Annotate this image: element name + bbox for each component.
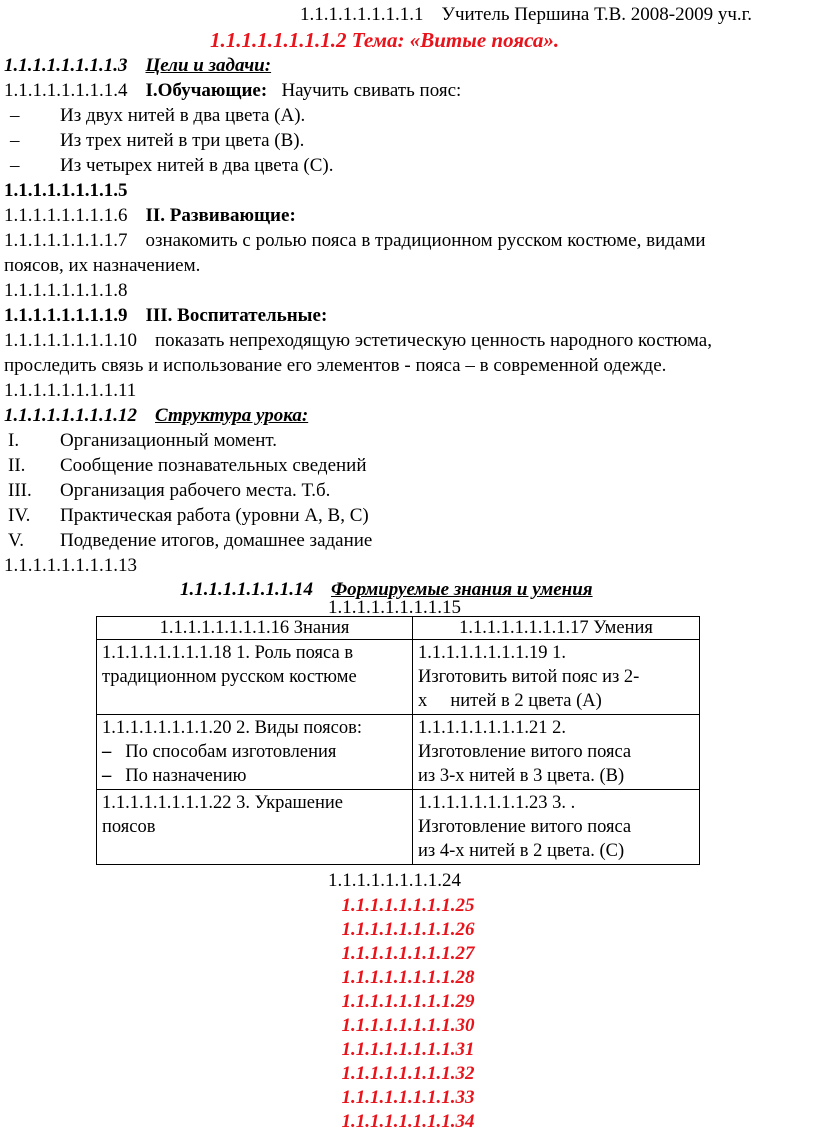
edu-heading	[4, 80, 461, 102]
dev-text-line-2: поясов, их назначением.	[4, 255, 201, 276]
edu-item-text: Из трех нитей в три цвета (В).	[60, 130, 305, 151]
structure-label: Структура урока:	[155, 405, 309, 426]
lesson-title	[210, 29, 559, 51]
table-cell	[413, 640, 700, 715]
upb-text-line-2: проследить связь и использование его элементов - пояса – в современной одежде.	[4, 355, 667, 376]
title-text: Тема: «Витые пояса».	[351, 28, 560, 52]
table-row	[97, 790, 700, 865]
red-number-item: 1.1.1.1.1.1.1.1.34	[341, 1111, 475, 1132]
dev-heading	[4, 205, 296, 227]
dev-text-line-1	[4, 230, 706, 252]
cell-line: 1.1.1.1.1.1.1.1.22 3. Украшение	[102, 793, 344, 813]
red-number-item: 1.1.1.1.1.1.1.1.27	[341, 943, 475, 964]
structure-item-text: Сообщение познавательных сведений	[60, 455, 367, 476]
upb-text-1: показать непреходящую эстетическую ценность народного костюма,	[155, 330, 712, 351]
roman-numeral: II.	[8, 455, 26, 476]
table-cell	[97, 640, 413, 715]
upb-number: 1.1.1.1.1.1.1.1.9	[4, 305, 128, 326]
goals-label: Цели и задачи:	[145, 55, 272, 76]
number-5: 1.1.1.1.1.1.1.1.5	[4, 180, 128, 201]
cell-line: 1.1.1.1.1.1.1.1.18 1. Роль пояса в	[102, 643, 354, 663]
cell-line: Изготовление витого пояса	[418, 817, 632, 837]
dev-number-2: 1.1.1.1.1.1.1.1.7	[4, 230, 128, 251]
dash-bullet: –	[102, 742, 112, 762]
cell-line: х нитей в 2 цвета (А)	[418, 691, 602, 711]
cell-line: традиционном русском костюме	[102, 667, 357, 687]
table-header-skills: 1.1.1.1.1.1.1.1.17 Умения	[413, 617, 700, 640]
edu-number: 1.1.1.1.1.1.1.1.4	[4, 80, 128, 101]
skills-label: Формируемые знания и умения	[331, 579, 593, 600]
table-header-knowledge: 1.1.1.1.1.1.1.1.16 Знания	[97, 617, 413, 640]
cell-bullet-text: По способам изготовления	[125, 742, 337, 762]
roman-numeral: V.	[8, 530, 25, 551]
number-8: 1.1.1.1.1.1.1.1.8	[4, 280, 128, 301]
table-cell	[413, 715, 700, 790]
upb-text-line-1	[4, 330, 712, 352]
structure-number: 1.1.1.1.1.1.1.1.12	[4, 405, 137, 426]
cell-line: поясов	[102, 817, 156, 837]
structure-item-text: Организационный момент.	[60, 430, 277, 451]
cell-line: из 4-х нитей в 2 цвета. (С)	[418, 841, 625, 861]
header-teacher: Учитель Першина Т.В. 2008-2009 уч.г.	[441, 4, 753, 25]
dash-bullet: –	[10, 130, 20, 151]
roman-numeral: III.	[8, 480, 32, 501]
dash-bullet: –	[10, 105, 20, 126]
upb-label: III. Воспитательные:	[145, 305, 328, 326]
goals-number: 1.1.1.1.1.1.1.1.3	[4, 55, 128, 76]
cell-bullet-line	[102, 764, 407, 788]
cell-line: 1.1.1.1.1.1.1.1.19 1.	[418, 643, 566, 663]
cell-line: 1.1.1.1.1.1.1.1.20 2. Виды поясов:	[102, 718, 362, 738]
red-number-item: 1.1.1.1.1.1.1.1.29	[341, 991, 475, 1012]
upb-number-2: 1.1.1.1.1.1.1.1.10	[4, 330, 137, 351]
structure-item-text: Организация рабочего места. Т.б.	[60, 480, 331, 501]
roman-numeral: I.	[8, 430, 20, 451]
upb-heading	[4, 305, 327, 327]
red-number-item: 1.1.1.1.1.1.1.1.30	[341, 1015, 475, 1036]
cell-line: Изготовить витой пояс из 2-	[418, 667, 640, 687]
red-number-item: 1.1.1.1.1.1.1.1.25	[341, 895, 475, 916]
dash-bullet: –	[10, 155, 20, 176]
number-24: 1.1.1.1.1.1.1.1.24	[328, 870, 461, 891]
edu-label: I.Обучающие:	[145, 80, 268, 101]
number-11: 1.1.1.1.1.1.1.1.11	[4, 380, 137, 401]
goals-heading	[4, 55, 271, 77]
number-13: 1.1.1.1.1.1.1.1.13	[4, 555, 137, 576]
red-number-item: 1.1.1.1.1.1.1.1.32	[341, 1063, 475, 1084]
number-15: 1.1.1.1.1.1.1.1.15	[328, 597, 461, 618]
title-number: 1.1.1.1.1.1.1.1.2	[210, 28, 347, 52]
table-cell	[97, 715, 413, 790]
header-number: 1.1.1.1.1.1.1.1.1	[300, 4, 424, 25]
skills-number: 1.1.1.1.1.1.1.1.14	[180, 579, 313, 600]
dev-label: II. Развивающие:	[145, 205, 296, 226]
red-number-item: 1.1.1.1.1.1.1.1.31	[341, 1039, 475, 1060]
cell-bullet-line	[102, 740, 407, 764]
edu-text: Научить свивать пояс:	[281, 80, 462, 101]
edu-item-text: Из двух нитей в два цвета (А).	[60, 105, 306, 126]
cell-line: 1.1.1.1.1.1.1.1.23 3. .	[418, 793, 576, 813]
table-header-row	[97, 617, 700, 640]
header-line	[300, 4, 752, 26]
dash-bullet: –	[102, 766, 112, 786]
red-number-item: 1.1.1.1.1.1.1.1.33	[341, 1087, 475, 1108]
table-cell	[97, 790, 413, 865]
red-number-item: 1.1.1.1.1.1.1.1.28	[341, 967, 475, 988]
dev-text-1: ознакомить с ролью пояса в традиционном русском костюме, видами	[145, 230, 706, 251]
structure-heading	[4, 405, 308, 427]
dev-number: 1.1.1.1.1.1.1.1.6	[4, 205, 128, 226]
structure-item-text: Подведение итогов, домашнее задание	[60, 530, 373, 551]
roman-numeral: IV.	[8, 505, 31, 526]
cell-line: Изготовление витого пояса	[418, 742, 632, 762]
cell-line: из 3-х нитей в 3 цвета. (В)	[418, 766, 625, 786]
cell-bullet-text: По назначению	[125, 766, 247, 786]
edu-item-text: Из четырех нитей в два цвета (С).	[60, 155, 334, 176]
cell-line: 1.1.1.1.1.1.1.1.21 2.	[418, 718, 566, 738]
table-row	[97, 715, 700, 790]
table-cell	[413, 790, 700, 865]
table-row	[97, 640, 700, 715]
structure-item-text: Практическая работа (уровни А, В, С)	[60, 505, 369, 526]
skills-table	[96, 616, 700, 865]
red-number-item: 1.1.1.1.1.1.1.1.26	[341, 919, 475, 940]
